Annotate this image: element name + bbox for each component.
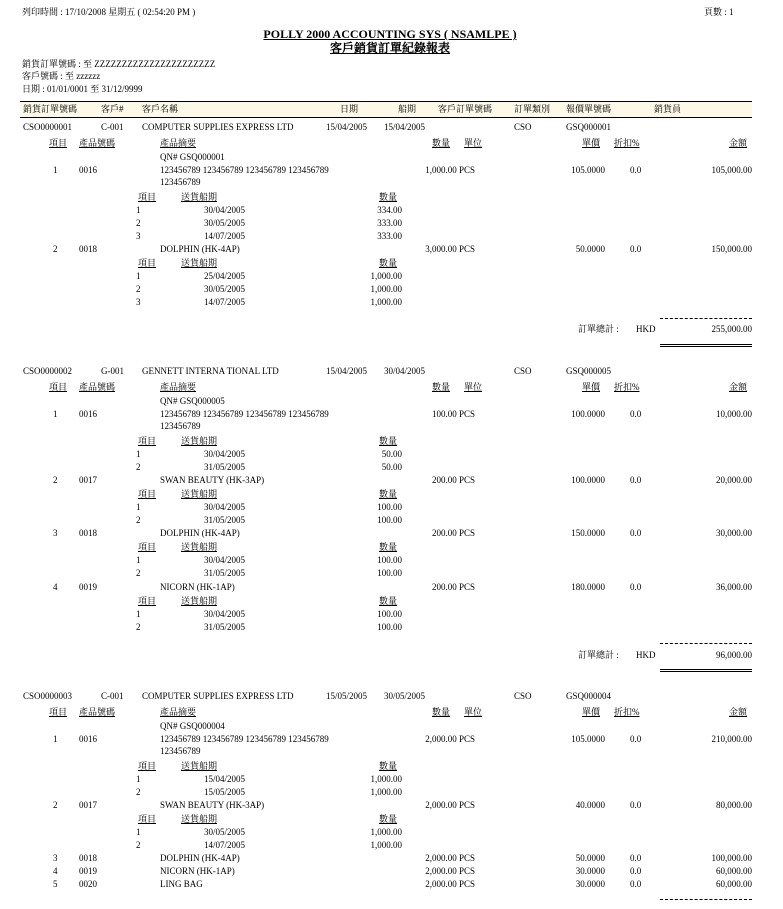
schedule-item: 2	[136, 462, 141, 472]
schedule-qty: 333.00	[377, 231, 402, 241]
product-code: 0019	[79, 866, 97, 876]
order-type: CSO	[514, 122, 532, 132]
subtotal-rule	[660, 643, 752, 644]
line-amount: 20,000.00	[716, 475, 752, 485]
schedule-date-header: 送貨船期	[181, 542, 218, 552]
filter-date-range: 日期 : 01/01/0001 至 31/12/9999	[22, 84, 143, 94]
product-description: 123456789 123456789 123456789 123456789	[160, 734, 329, 744]
filter-order-range: 銷貨訂單號碼 : 至 ZZZZZZZZZZZZZZZZZZZZZZ	[22, 59, 216, 69]
product-code: 0018	[79, 853, 97, 863]
schedule-item: 2	[136, 515, 141, 525]
discount: 0.0	[630, 409, 642, 419]
schedule-item: 3	[136, 231, 141, 241]
col-order-type: 訂單類別	[514, 104, 551, 114]
product-description: 123456789 123456789 123456789 123456789	[160, 409, 329, 419]
schedule-item-header: 項目	[138, 542, 157, 552]
product-code: 0018	[79, 244, 97, 254]
order-type: CSO	[514, 691, 532, 701]
schedule-qty: 1,000.00	[370, 297, 402, 307]
total-double-rule	[660, 669, 752, 672]
col-order-no: 銷貨訂單號碼	[23, 104, 78, 114]
product-code: 0016	[79, 409, 97, 419]
currency: HKD	[636, 324, 656, 334]
discount: 0.0	[630, 165, 642, 175]
schedule-item-header: 項目	[138, 814, 157, 824]
quote-number: GSQ000005	[566, 366, 612, 376]
schedule-item: 1	[136, 609, 141, 619]
product-code: 0018	[79, 528, 97, 538]
order-number: CSO0000003	[23, 691, 73, 701]
line-amount: 150,000.00	[711, 244, 752, 254]
schedule-date: 30/04/2005	[204, 449, 246, 459]
line-amount-header: 金額	[729, 707, 748, 717]
schedule-qty: 100.00	[377, 622, 402, 632]
product-description: DOLPHIN (HK-4AP)	[160, 528, 240, 538]
subtotal-rule	[660, 899, 752, 900]
line-quantity: 2,000.00 PCS	[425, 866, 475, 876]
line-product-header: 產品號碼	[79, 382, 116, 392]
schedule-date-header: 送貨船期	[181, 489, 218, 499]
schedule-date-header: 送貨船期	[181, 192, 218, 202]
line-item-no: 3	[53, 853, 58, 863]
line-price-header: 單價	[582, 382, 601, 392]
order-date: 15/05/2005	[326, 691, 368, 701]
col-cust-no: 客戶#	[101, 104, 124, 114]
product-description-cont: 123456789	[160, 421, 201, 431]
schedule-qty-header: 數量	[379, 489, 398, 499]
line-price-header: 單價	[582, 138, 601, 148]
schedule-qty: 100.00	[377, 609, 402, 619]
line-desc-header: 產品摘要	[160, 707, 197, 717]
line-qty-header: 數量	[432, 707, 451, 717]
col-date: 日期	[340, 104, 359, 114]
schedule-date: 14/07/2005	[204, 297, 246, 307]
line-item-no: 1	[53, 734, 58, 744]
order-number: CSO0000002	[23, 366, 73, 376]
product-description-cont: 123456789	[160, 177, 201, 187]
unit-price: 150.0000	[571, 528, 605, 538]
schedule-date: 14/07/2005	[204, 840, 246, 850]
line-quantity: 3,000.00 PCS	[425, 244, 475, 254]
unit-price: 100.0000	[571, 409, 605, 419]
unit-price: 100.0000	[571, 475, 605, 485]
schedule-date: 30/05/2005	[204, 284, 246, 294]
product-code: 0016	[79, 734, 97, 744]
schedule-item-header: 項目	[138, 489, 157, 499]
schedule-qty: 1,000.00	[370, 787, 402, 797]
order-date: 15/04/2005	[326, 122, 368, 132]
line-item-no: 2	[53, 800, 58, 810]
schedule-qty: 1,000.00	[370, 774, 402, 784]
schedule-date: 31/05/2005	[204, 462, 246, 472]
product-code: 0019	[79, 582, 97, 592]
customer-number: G-001	[101, 366, 124, 376]
line-amount: 60,000.00	[716, 866, 752, 876]
schedule-qty: 334.00	[377, 205, 402, 215]
line-item-no: 2	[53, 244, 58, 254]
order-type: CSO	[514, 366, 532, 376]
ship-date: 30/05/2005	[384, 691, 426, 701]
unit-price: 105.0000	[571, 734, 605, 744]
product-description: DOLPHIN (HK-4AP)	[160, 853, 240, 863]
col-cust-order-no: 客戶訂單號碼	[438, 104, 493, 114]
product-description: DOLPHIN (HK-4AP)	[160, 244, 240, 254]
line-quantity: 1,000.00 PCS	[425, 165, 475, 175]
line-item-header: 項目	[49, 707, 68, 717]
schedule-date-header: 送貨船期	[181, 761, 218, 771]
schedule-item: 1	[136, 205, 141, 215]
schedule-qty: 1,000.00	[370, 827, 402, 837]
quote-number: GSQ000001	[566, 122, 612, 132]
report-subtitle: 客戶銷貨訂單紀錄報表	[329, 41, 450, 55]
product-description: SWAN BEAUTY (HK-3AP)	[160, 475, 265, 485]
unit-price: 50.0000	[575, 244, 605, 254]
product-description: SWAN BEAUTY (HK-3AP)	[160, 800, 265, 810]
line-item-no: 4	[53, 866, 58, 876]
line-qty-header: 數量	[432, 138, 451, 148]
schedule-item: 1	[136, 271, 141, 281]
line-quantity: 2,000.00 PCS	[425, 853, 475, 863]
schedule-date: 15/05/2005	[204, 787, 246, 797]
product-description: NICORN (HK-1AP)	[160, 582, 235, 592]
line-discount-header: 折扣%	[614, 707, 640, 717]
line-amount: 10,000.00	[716, 409, 752, 419]
discount: 0.0	[630, 582, 642, 592]
customer-name: COMPUTER SUPPLIES EXPRESS LTD	[142, 122, 294, 132]
product-code: 0016	[79, 165, 97, 175]
line-amount-header: 金額	[729, 138, 748, 148]
ship-date: 30/04/2005	[384, 366, 426, 376]
schedule-item-header: 項目	[138, 436, 157, 446]
line-item-header: 項目	[49, 382, 68, 392]
schedule-item: 2	[136, 284, 141, 294]
schedule-item: 1	[136, 502, 141, 512]
order-total: 255,000.00	[711, 324, 752, 334]
schedule-qty: 1,000.00	[370, 840, 402, 850]
schedule-qty-header: 數量	[379, 542, 398, 552]
schedule-date-header: 送貨船期	[181, 436, 218, 446]
product-description-cont: 123456789	[160, 746, 201, 756]
schedule-date: 30/05/2005	[204, 827, 246, 837]
schedule-qty-header: 數量	[379, 436, 398, 446]
line-amount-header: 金額	[729, 382, 748, 392]
schedule-item-header: 項目	[138, 761, 157, 771]
line-quantity: 200.00 PCS	[431, 528, 475, 538]
product-code: 0017	[79, 800, 97, 810]
line-qty-header: 數量	[432, 382, 451, 392]
schedule-item: 2	[136, 568, 141, 578]
discount: 0.0	[630, 800, 642, 810]
unit-price: 180.0000	[571, 582, 605, 592]
discount: 0.0	[630, 866, 642, 876]
line-quantity: 2,000.00 PCS	[425, 800, 475, 810]
line-item-header: 項目	[49, 138, 68, 148]
schedule-date: 31/05/2005	[204, 515, 246, 525]
schedule-qty: 100.00	[377, 515, 402, 525]
schedule-qty: 333.00	[377, 218, 402, 228]
line-unit-header: 單位	[464, 138, 483, 148]
subtotal-rule	[660, 318, 752, 319]
column-header-band	[20, 101, 752, 118]
schedule-date: 14/07/2005	[204, 231, 246, 241]
line-item-no: 1	[53, 165, 58, 175]
schedule-item: 2	[136, 622, 141, 632]
schedule-date: 31/05/2005	[204, 622, 246, 632]
line-quantity: 200.00 PCS	[431, 475, 475, 485]
unit-price: 30.0000	[575, 866, 605, 876]
page-number: 頁數 : 1	[704, 7, 734, 17]
schedule-qty-header: 數量	[379, 258, 398, 268]
product-code: 0020	[79, 879, 97, 889]
discount: 0.0	[630, 528, 642, 538]
customer-number: C-001	[101, 122, 124, 132]
schedule-item: 1	[136, 555, 141, 565]
schedule-date: 25/04/2005	[204, 271, 246, 281]
schedule-qty-header: 數量	[379, 761, 398, 771]
line-discount-header: 折扣%	[614, 138, 640, 148]
discount: 0.0	[630, 244, 642, 254]
print-time: 列印時間 : 17/10/2008 星期五 ( 02:54:20 PM )	[22, 7, 196, 17]
line-product-header: 產品號碼	[79, 138, 116, 148]
quote-number: GSQ000004	[566, 691, 612, 701]
order-total-label: 訂單總計 :	[578, 650, 619, 660]
product-description: 123456789 123456789 123456789 123456789	[160, 165, 329, 175]
col-ship-date: 船期	[398, 104, 417, 114]
line-item-no: 2	[53, 475, 58, 485]
line-amount: 36,000.00	[716, 582, 752, 592]
unit-price: 105.0000	[571, 165, 605, 175]
schedule-item: 2	[136, 218, 141, 228]
schedule-date: 30/04/2005	[204, 555, 246, 565]
unit-price: 50.0000	[575, 853, 605, 863]
schedule-qty: 100.00	[377, 568, 402, 578]
ship-date: 15/04/2005	[384, 122, 426, 132]
col-quote-no: 報價單號碼	[566, 104, 612, 114]
discount: 0.0	[630, 879, 642, 889]
customer-number: C-001	[101, 691, 124, 701]
line-unit-header: 單位	[464, 707, 483, 717]
schedule-item: 2	[136, 787, 141, 797]
quote-reference: QN# GSQ000005	[160, 396, 225, 406]
line-quantity: 100.00 PCS	[431, 409, 475, 419]
order-date: 15/04/2005	[326, 366, 368, 376]
discount: 0.0	[630, 853, 642, 863]
schedule-qty: 1,000.00	[370, 284, 402, 294]
line-amount: 105,000.00	[711, 165, 752, 175]
line-amount: 60,000.00	[716, 879, 752, 889]
product-description: NICORN (HK-1AP)	[160, 866, 235, 876]
product-description: LING BAG	[160, 879, 203, 889]
discount: 0.0	[630, 475, 642, 485]
order-total-label: 訂單總計 :	[578, 324, 619, 334]
schedule-date: 30/04/2005	[204, 609, 246, 619]
order-number: CSO0000001	[23, 122, 73, 132]
quote-reference: QN# GSQ000001	[160, 152, 225, 162]
schedule-date-header: 送貨船期	[181, 814, 218, 824]
schedule-item: 3	[136, 297, 141, 307]
line-item-no: 3	[53, 528, 58, 538]
line-desc-header: 產品摘要	[160, 382, 197, 392]
schedule-qty: 100.00	[377, 502, 402, 512]
unit-price: 30.0000	[575, 879, 605, 889]
line-product-header: 產品號碼	[79, 707, 116, 717]
line-quantity: 200.00 PCS	[431, 582, 475, 592]
line-price-header: 單價	[582, 707, 601, 717]
schedule-date: 31/05/2005	[204, 568, 246, 578]
currency: HKD	[636, 650, 656, 660]
line-item-no: 4	[53, 582, 58, 592]
report-title: POLLY 2000 ACCOUNTING SYS ( NSAMLPE )	[263, 27, 517, 41]
line-desc-header: 產品摘要	[160, 138, 197, 148]
discount: 0.0	[630, 734, 642, 744]
schedule-date-header: 送貨船期	[181, 596, 218, 606]
line-amount: 210,000.00	[711, 734, 752, 744]
schedule-qty-header: 數量	[379, 192, 398, 202]
line-amount: 100,000.00	[711, 853, 752, 863]
schedule-qty: 100.00	[377, 555, 402, 565]
line-amount: 80,000.00	[716, 800, 752, 810]
product-code: 0017	[79, 475, 97, 485]
customer-name: COMPUTER SUPPLIES EXPRESS LTD	[142, 691, 294, 701]
line-unit-header: 單位	[464, 382, 483, 392]
schedule-date: 30/04/2005	[204, 205, 246, 215]
line-quantity: 2,000.00 PCS	[425, 879, 475, 889]
line-item-no: 5	[53, 879, 58, 889]
quote-reference: QN# GSQ000004	[160, 721, 225, 731]
line-item-no: 1	[53, 409, 58, 419]
schedule-date: 30/04/2005	[204, 502, 246, 512]
unit-price: 40.0000	[575, 800, 605, 810]
customer-name: GENNETT INTERNA TIONAL LTD	[142, 366, 279, 376]
schedule-date-header: 送貨船期	[181, 258, 218, 268]
schedule-item-header: 項目	[138, 192, 157, 202]
schedule-item: 1	[136, 449, 141, 459]
schedule-item: 2	[136, 840, 141, 850]
line-discount-header: 折扣%	[614, 382, 640, 392]
filter-customer-range: 客戶號碼 : 至 zzzzzz	[22, 71, 101, 81]
schedule-date: 15/04/2005	[204, 774, 246, 784]
col-cust-name: 客戶名稱	[142, 104, 179, 114]
schedule-item: 1	[136, 827, 141, 837]
line-quantity: 2,000.00 PCS	[425, 734, 475, 744]
schedule-date: 30/05/2005	[204, 218, 246, 228]
schedule-item: 1	[136, 774, 141, 784]
col-salesman: 銷貨員	[654, 104, 682, 114]
schedule-qty: 1,000.00	[370, 271, 402, 281]
line-amount: 30,000.00	[716, 528, 752, 538]
schedule-qty: 50.00	[381, 449, 402, 459]
schedule-item-header: 項目	[138, 596, 157, 606]
schedule-qty-header: 數量	[379, 814, 398, 824]
schedule-qty-header: 數量	[379, 596, 398, 606]
total-double-rule	[660, 344, 752, 347]
order-total: 96,000.00	[716, 650, 752, 660]
schedule-qty: 50.00	[381, 462, 402, 472]
schedule-item-header: 項目	[138, 258, 157, 268]
